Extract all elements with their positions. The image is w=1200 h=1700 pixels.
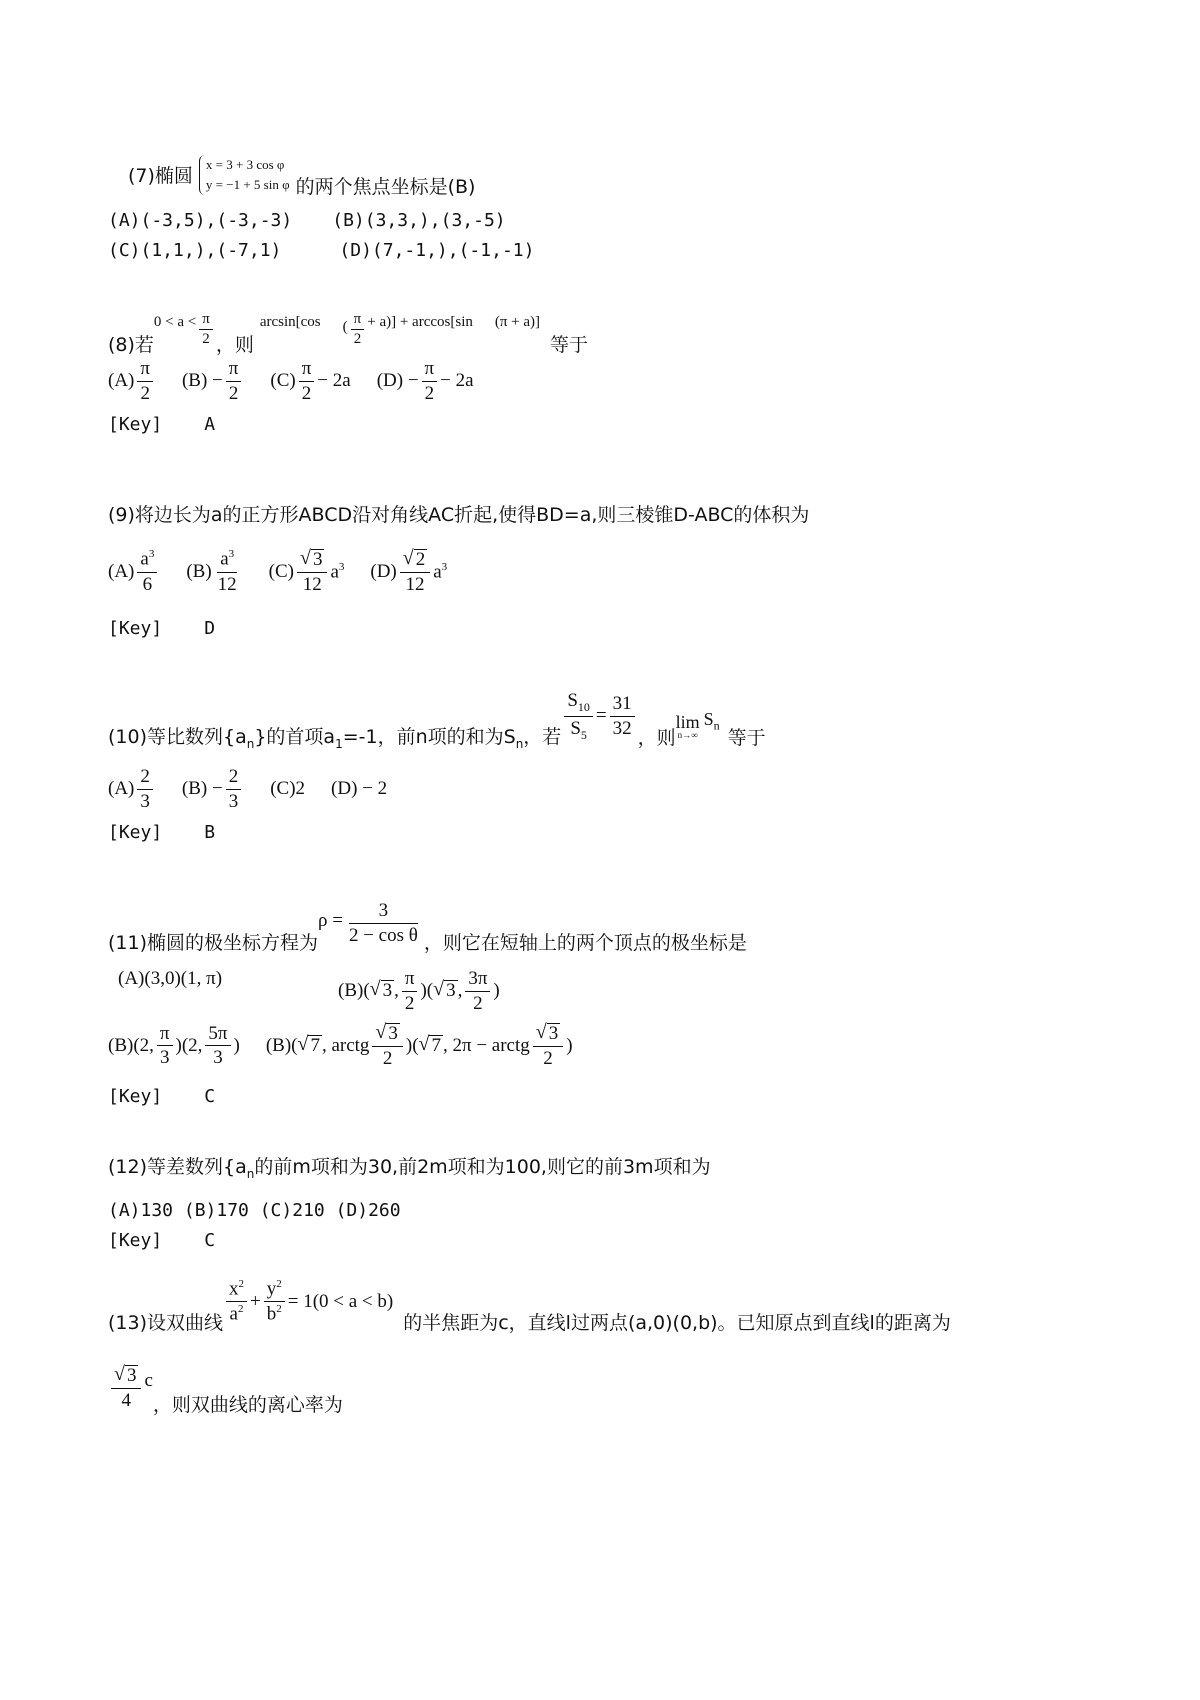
q11-options-row1 [118,968,222,990]
q10-key-line [108,822,215,843]
q8-option-d-frac: $\frac{\pi}{2}$ [422,358,438,405]
q9-option-c-label: (C) [268,560,294,582]
q10-option-a-label: (A) [108,778,135,800]
q9-option-d-label: (D) [370,560,397,582]
q8-option-b-label: (B) − [181,370,223,392]
q8-option-a-frac: $\frac{\pi}{2}$ [137,358,153,405]
q7-line [128,150,475,199]
q9-option-b-frac: $\frac{a^3}{12}$ [217,548,237,595]
q8-option-d-tail: − 2a [440,370,474,392]
q8-option-b-frac: $\frac{\pi}{2}$ [226,358,242,405]
q11-options-row2: (B)(2, $\frac{\pi}{3}$ )(2, $\frac{5\pi}{3}$ ) (B)( √ 7 , arctg √ 3 2 )( √ 7 , 2π − arctg √ 3 2 ) [108,1021,573,1069]
q10-option-c: (C)2 [270,778,306,800]
q10-key-answer: B [204,822,216,843]
q9-option-b-label: (B) [186,560,212,582]
q8-option-c-frac: $\frac{\pi}{2}$ [299,358,315,405]
q12-key-label: [Key] [108,1230,163,1251]
q7-eq-y: y = −1 + 5 sin φ [205,176,290,192]
q8-options [108,358,474,405]
q8-option-c-tail: − 2a [317,370,351,392]
q10-option-a-frac: $\frac{2}{3}$ [137,766,153,813]
q8-option-d-label: (D) − [376,370,419,392]
q8-option-c-label: (C) [270,370,296,392]
q8-then: ，则 [215,334,254,356]
q9-option-d-frac: √ 2 12 [400,548,430,596]
q12-key-line [108,1230,215,1251]
q10-ratio-frac: $\frac{S_{10}}{S_5}$ [564,690,593,742]
q13-tail: ，则双曲线的离心率为 [152,1394,343,1416]
q10-value-frac: $\frac{31}{32}$ [610,693,635,740]
q10-then: ，则 [637,726,676,749]
q12-options: (A)130 (B)170 (C)210 (D)260 [108,1200,401,1221]
q10-options [108,766,387,813]
q13-distance-frac: √ 3 4 [111,1364,141,1412]
q8-key-line [108,414,215,435]
q8-expr-part2: + a)] + arccos[sin [367,314,473,330]
q7-options-row1 [108,210,506,231]
q11-line [108,892,747,955]
q9-options: (A) $\frac{a^3}{6}$ (B) $\frac{a^3}{12}$ (C) √ 3 12 $a^3$ (D) √ 2 12 $a^3$ [108,547,448,595]
q10-option-b-frac: $\frac{2}{3}$ [226,766,242,813]
q8-expr-part3: (π + a)] [494,314,541,330]
q10-prefix: (10)等比数列$\{a_n\}$的首项$a_1=-1$，前n项的和为$S_n$，若 [108,726,562,751]
q10-line: (10)等比数列$\{a_n\}$的首项$a_1=-1$，前n项的和为$S_n$，若 $\frac{S_{10}}{S_5}$ = $\frac{31}{32}$ ，则 lim n→∞ $S_n$ 等于 [108,690,766,751]
q12-text: (12)等差数列{$a_n$的前m项和为30,前2m项和为100,则它的前3m项和为 [108,1156,711,1181]
q9-key-answer: D [204,618,216,639]
q13-suffix: 的半焦距为c，直线l过两点(a,0)(0,b)。已知原点到直线l的距离为 [403,1312,951,1334]
q7-options-row2 [108,240,534,261]
q13-prefix: (13)设双曲线 [108,1312,224,1334]
q11-option-c-label: (B)(2, [108,1034,154,1056]
q8-key-answer: A [204,414,216,435]
q7-option-a: (A)(-3,5),(-3,-3) [108,210,293,231]
q10-suffix: 等于 [727,726,766,749]
q8-line: (8)若 0 < a < $\frac{\pi}{2}$ ，则 arcsin[cos ( $\frac{\pi}{2}$ + a)] + arccos[sin (π + a)] 等于 [108,310,589,356]
q8-condition-frac: $\frac{\pi}{2}$ [199,311,213,349]
q13-line: (13)设双曲线 $\frac{x^2}{a^2}$ + $\frac{y^2}{b^2}$ = 1(0 < a < b) 的半焦距为c，直线l过两点(a,0)(0,b)。已知原点到直线l的距离为 [108,1277,951,1334]
q13-x-frac: $\frac{x^2}{a^2}$ [226,1278,247,1325]
q11-rho-frac: $\frac{3}{\text{2 − cos θ}}$ [348,900,418,946]
q11-option-a: (A)(3,0)(1, π) [118,968,223,989]
q13-line2: √ 3 4 c ，则双曲线的离心率为 [108,1358,343,1417]
q8-key-label: [Key] [108,414,163,435]
q9-option-c-frac: √ 3 12 [297,548,327,596]
q11-option-d-label: (B)( [265,1034,298,1056]
q8-option-a-label: (A) [108,370,135,392]
q12-key-answer: C [204,1230,216,1251]
q10-equals: = [595,705,607,727]
q9-text: (9)将边长为a的正方形ABCD沿对角线AC折起,使得BD=a,则三棱锥D-ABC的体积为 [108,504,810,526]
q13-rhs: = 1(0 < a < b) [287,1290,394,1312]
q8-condition: 0 < a < [153,314,197,330]
q9-key-line [108,618,215,639]
q11-prefix: (11)椭圆的极坐标方程为 [108,932,319,954]
q10-option-b-label: (B) − [181,778,223,800]
q7-option-d: (D)(7,-1,),(-1,-1) [339,240,535,261]
q8-prefix: (8)若 [108,334,154,356]
q7-prefix: (7)椭圆 [128,165,193,187]
q8-expr-frac: $\frac{\pi}{2}$ [351,311,365,349]
q10-limit: lim n→∞ [675,711,700,740]
q10-key-label: [Key] [108,822,163,843]
q9-key-label: [Key] [108,618,163,639]
q11-key-answer: C [204,1086,216,1107]
q9-option-a-frac: $\frac{a^3}{6}$ [137,548,157,595]
q7-parametric-system [199,155,290,195]
q8-expr-part1: arcsin[cos [259,314,321,330]
q7-option-c: (C)(1,1,),(-7,1) [108,240,282,261]
q13-y-frac: $\frac{y^2}{b^2}$ [264,1278,285,1325]
q11-key-line [108,1086,215,1107]
q11-key-label: [Key] [108,1086,163,1107]
q11-option-b: (B)( √ 3 , $\frac{\pi}{2}$ )( √ 3 , $\frac{3\pi}{2}$ ) [338,968,500,1014]
q7-option-b: (B)(3,3,),(3,-5) [332,210,506,231]
q7-suffix: 的两个焦点坐标是(B) [295,176,476,198]
q11-rho: ρ = [318,909,343,931]
q11-suffix: ，则它在短轴上的两个顶点的极坐标是 [423,932,747,954]
q10-option-d: (D) − 2 [331,778,388,800]
q8-suffix: 等于 [550,334,589,356]
q9-option-a-label: (A) [108,560,135,582]
q7-eq-x: x = 3 + 3 cos φ [205,156,285,172]
